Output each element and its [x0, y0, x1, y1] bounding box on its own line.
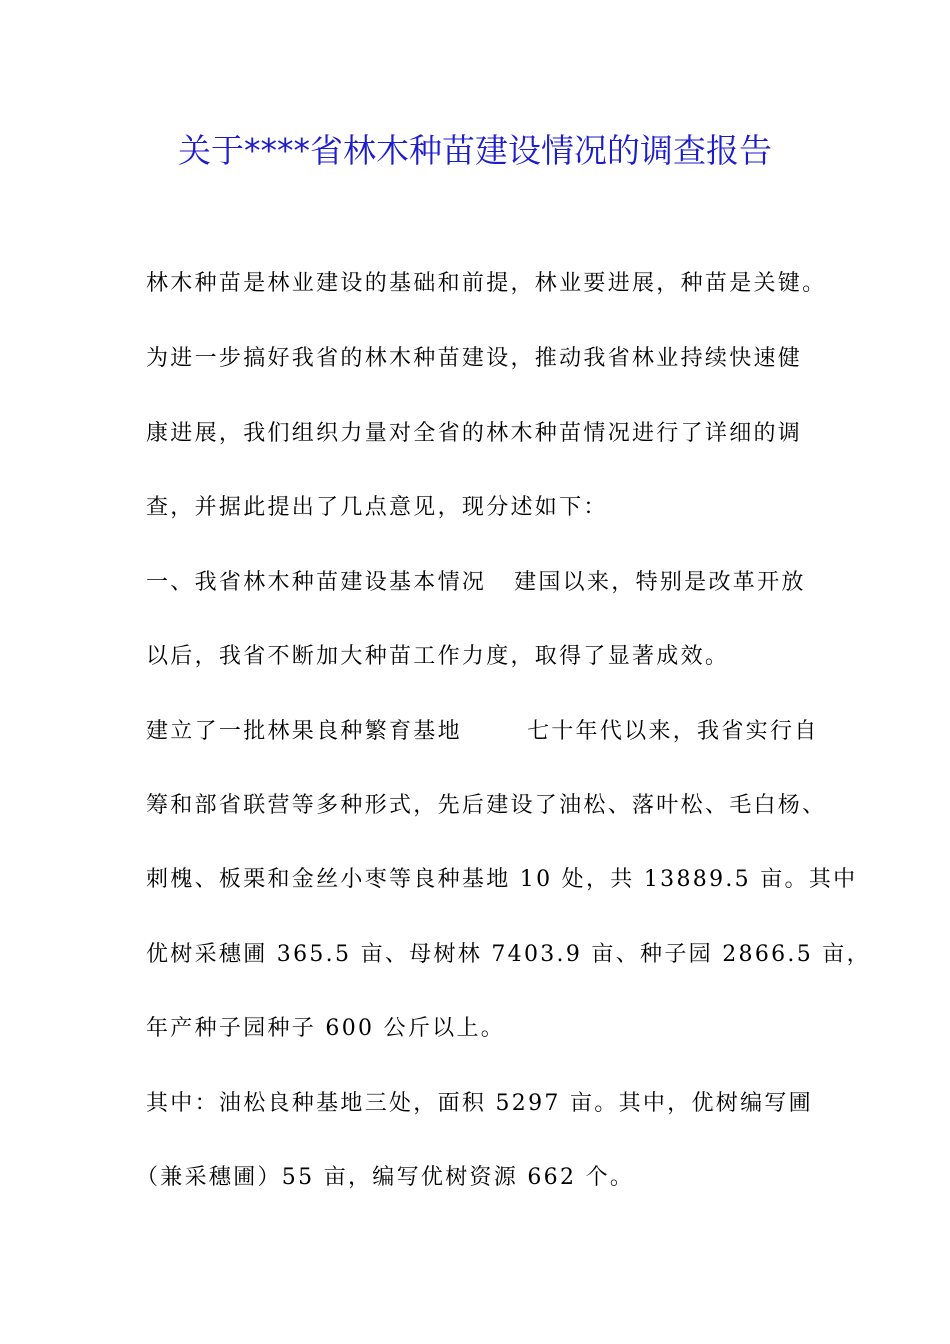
document-title: 关于****省林木种苗建设情况的调查报告 [178, 131, 772, 170]
body-line: 查，并据此提出了几点意见，现分述如下： [146, 495, 608, 520]
body-line: 筹和部省联营等多种形式，先后建设了油松、落叶松、毛白杨、 [146, 793, 827, 818]
body-line: 刺槐、板栗和金丝小枣等良种基地 10 处，共 13889.5 亩。其中 [146, 867, 858, 892]
body-line: 林木种苗是林业建设的基础和前提，林业要进展，种苗是关键。 [146, 271, 827, 296]
body-line: （兼采穗圃）55 亩，编写优树资源 662 个。 [136, 1165, 635, 1190]
body-line: 年产种子园种子 600 公斤以上。 [146, 1016, 506, 1041]
body-line: 其中：油松良种基地三处，面积 5297 亩。其中，优树编写圃 [146, 1091, 813, 1116]
section-heading-line: 一、我省林木种苗建设基本情况 建国以来，特别是改革开放 [146, 570, 806, 595]
body-line: 优树采穗圃 365.5 亩、母树林 7403.9 亩、种子园 2866.5 亩， [146, 942, 871, 967]
body-line: 以后，我省不断加大种苗工作力度，取得了显著成效。 [146, 644, 730, 669]
body-line: 康进展，我们组织力量对全省的林木种苗情况进行了详细的调 [146, 421, 803, 446]
body-line: 为进一步搞好我省的林木种苗建设，推动我省林业持续快速健 [146, 346, 803, 371]
subsection-heading-line: 建立了一批林果良种繁育基地 七十年代以来，我省实行自 [146, 719, 819, 744]
